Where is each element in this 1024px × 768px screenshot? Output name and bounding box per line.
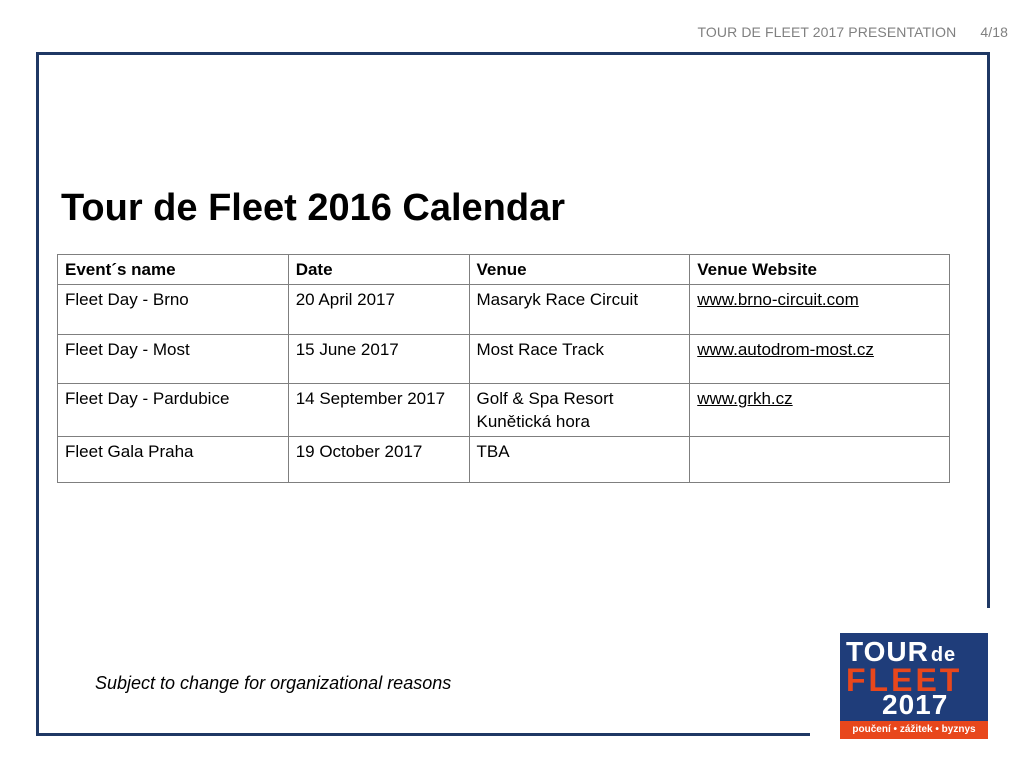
cell-venue-website — [690, 384, 950, 437]
cell-venue-website — [690, 437, 950, 483]
cell-venue — [469, 384, 690, 437]
venue-website-link[interactable]: www.brno-circuit.com — [697, 290, 859, 309]
logo-tagline: poučení • zážitek • byznys — [840, 721, 988, 739]
header-venue-website: Venue Website — [690, 255, 950, 285]
logo-word-de: de — [930, 644, 957, 666]
header-date: Date — [288, 255, 469, 285]
cell-event-name: Fleet Gala Praha — [58, 437, 289, 483]
table-row — [58, 335, 950, 384]
frame-bottom-line — [36, 733, 810, 736]
cell-venue-website — [690, 285, 950, 335]
header-event-name: Event´s name — [58, 255, 289, 285]
slide-title: Tour de Fleet 2016 Calendar — [61, 187, 566, 229]
disclaimer-note: Subject to change for organizational reasons — [95, 673, 452, 693]
cell-date: 20 April 2017 — [288, 285, 469, 335]
venue-line: Most Race Track — [476, 340, 605, 359]
calendar-table — [57, 254, 950, 483]
frame-right-line — [987, 52, 990, 608]
cell-date: 19 October 2017 — [288, 437, 469, 483]
logo-year: 2017 — [882, 689, 949, 720]
table-row — [58, 384, 950, 437]
table-row — [58, 437, 950, 483]
venue-line-2: Kunětická hora — [476, 412, 590, 431]
page-number: 4/18 — [980, 24, 1008, 40]
cell-venue — [469, 437, 690, 483]
header-venue: Venue — [469, 255, 690, 285]
logo-word-fleet: FLEET — [846, 662, 963, 698]
venue-website-link[interactable]: www.grkh.cz — [697, 389, 793, 408]
cell-venue — [469, 285, 690, 335]
frame-top-line — [36, 52, 990, 55]
table-row — [58, 285, 950, 335]
cell-event-name: Fleet Day - Brno — [58, 285, 289, 335]
venue-line: Golf & Spa Resort — [476, 389, 614, 408]
venue-line: TBA — [476, 442, 510, 461]
cell-venue — [469, 335, 690, 384]
venue-line: Masaryk Race Circuit — [476, 290, 639, 309]
table-header-row — [58, 255, 950, 285]
cell-date: 14 September 2017 — [288, 384, 469, 437]
cell-date: 15 June 2017 — [288, 335, 469, 384]
logo-word-tour: TOUR — [846, 636, 929, 667]
cell-event-name: Fleet Day - Pardubice — [58, 384, 289, 437]
frame-left-line — [36, 52, 39, 736]
tour-de-fleet-logo — [840, 633, 988, 739]
cell-venue-website — [690, 335, 950, 384]
presentation-title: TOUR DE FLEET 2017 PRESENTATION — [697, 24, 957, 40]
slide-header — [698, 24, 1008, 40]
venue-website-link[interactable]: www.autodrom-most.cz — [697, 340, 874, 359]
cell-event-name: Fleet Day - Most — [58, 335, 289, 384]
